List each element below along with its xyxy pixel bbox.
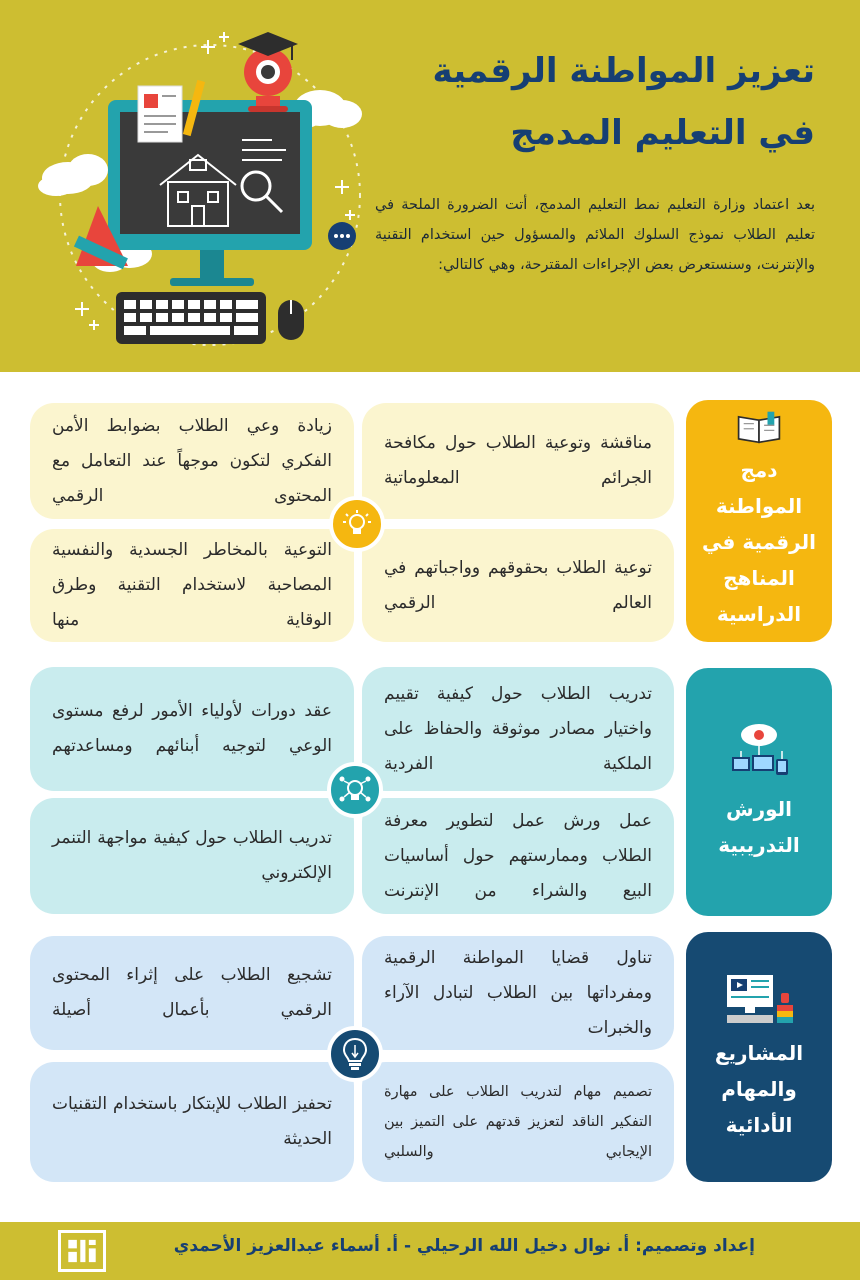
section-title: دمج المواطنة الرقمية في المناهج الدراسية (702, 458, 816, 626)
section-title: المشاريع والمهام الأدائية (714, 1041, 804, 1137)
intro-paragraph: بعد اعتماد وزارة التعليم نمط التعليم المدمج، أتت الضرورة الملحة في تعليم الطلاب نموذج السلوك الملائم والمسؤول حين استخدام التقنية والإنترنت، وسنستعرض بعض الإجراءات المقترحة، وهي كالتالي: (375, 197, 815, 273)
card-item: تناول قضايا المواطنة الرقمية ومفرداتها بين الطلاب لتبادل الآراء والخبرات (362, 936, 674, 1050)
section-label-curriculum (686, 400, 832, 642)
hub-badge (327, 1026, 383, 1082)
card-item: عقد دورات لأولياء الأمور لرفع مستوى الوعي لتوجيه أبنائهم ومساعدتهم (30, 667, 354, 791)
card-item: التوعية بالمخاطر الجسدية والنفسية المصاحبة لاستخدام التقنية وطرق الوقاية منها (30, 529, 354, 642)
cloud-icon (38, 154, 108, 196)
section-title: الورش التدريبية (718, 797, 800, 857)
hub-badge (329, 496, 385, 552)
card-item: تدريب الطلاب حول كيفية تقييم واختيار مصادر موثوقة والحفاظ على الملكية الفردية (362, 667, 674, 791)
card-item: تشجيع الطلاب على إثراء المحتوى الرقمي بأعمال أصيلة (30, 936, 354, 1050)
pencil-bulb-icon (340, 1037, 370, 1071)
section-label-workshops (686, 668, 832, 916)
card-item: زيادة وعي الطلاب بضوابط الأمن الفكري لتكون موجهاً عند التعامل مع المحتوى الرقمي (30, 403, 354, 519)
card-item: مناقشة وتوعية الطلاب حول مكافحة الجرائم المعلوماتية (362, 403, 674, 519)
book-icon (731, 410, 787, 444)
workstation-icon (721, 971, 797, 1027)
card-item: تحفيز الطلاب للإبتكار باستخدام التقنيات الحديثة (30, 1062, 354, 1182)
card-item: تدريب الطلاب حول كيفية مواجهة التنمر الإلكتروني (30, 798, 354, 914)
card-item: عمل ورش عمل لتطوير معرفة الطلاب وممارستهم حول أساسيات البيع والشراء من الإنترنت (362, 798, 674, 914)
title-line-2: في التعليم المدمج (510, 113, 815, 153)
header-banner (0, 0, 860, 372)
network-bulb-icon (338, 773, 372, 807)
logo-icon (58, 1230, 106, 1272)
online-training-icon (724, 721, 794, 783)
computer-illustration (20, 10, 380, 360)
section-label-projects (686, 932, 832, 1182)
card-item: تصميم مهام لتدريب الطلاب على مهارة التفكير الناقد لتعزيز قدتهم على التميز بين الإيجابي والسلبي (362, 1062, 674, 1182)
credits-text: إعداد وتصميم: أ. نوال دخيل الله الرحيلي - أ. أسماء عبدالعزيز الأحمدي (173, 1236, 755, 1256)
hub-badge (327, 762, 383, 818)
footer-banner (0, 1222, 860, 1280)
title-line-1: تعزيز المواطنة الرقمية (432, 51, 815, 91)
card-item: توعية الطلاب بحقوقهم وواجباتهم في العالم الرقمي (362, 529, 674, 642)
page-title (395, 40, 815, 164)
lightbulb-icon (342, 509, 372, 539)
